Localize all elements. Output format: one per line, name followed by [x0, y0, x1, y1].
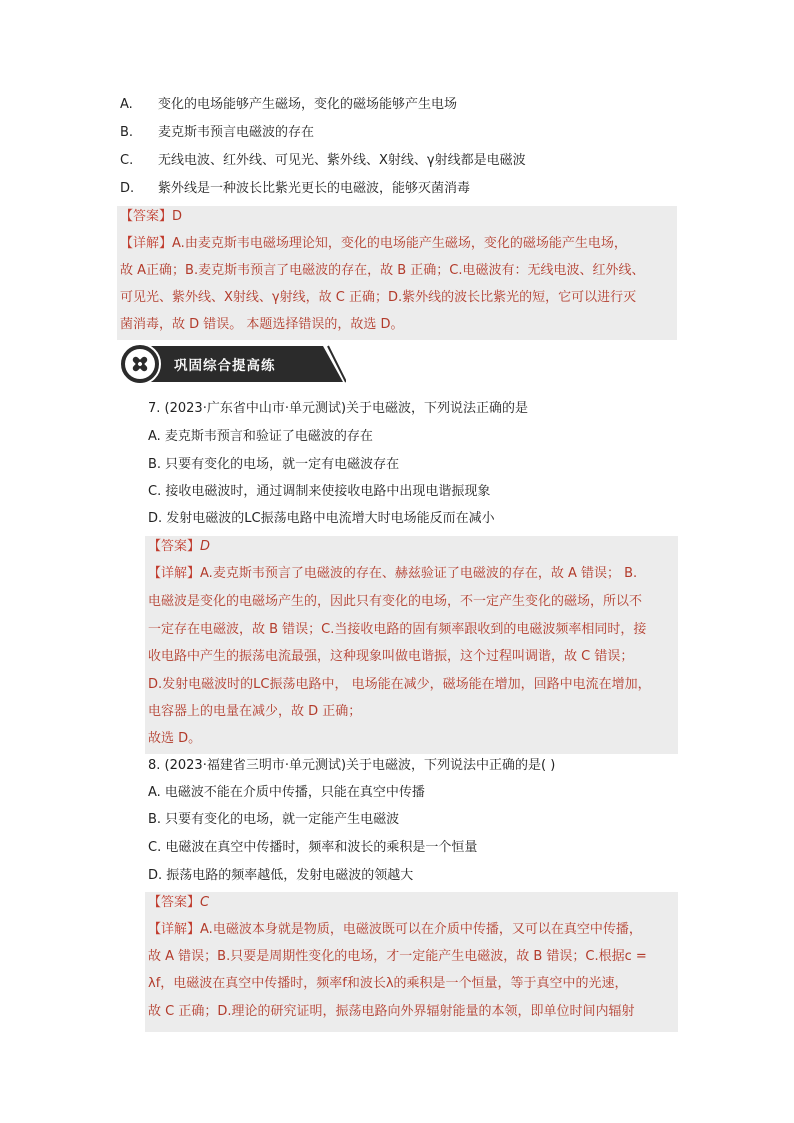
prev-detail-line-2: 故 A正确；B.麦克斯韦预言了电磁波的存在，故 B 正确；C.电磁波有：无线电波、红外线、	[120, 263, 645, 278]
q8-option-b: B. 只要有变化的电场，就一定能产生电磁波	[148, 812, 400, 827]
q8-detail-line-3: λf，电磁波在真空中传播时，频率f和波长λ的乘积是一个恒量，等于真空中的光速，	[148, 976, 628, 991]
q7-option-d: D. 发射电磁波的LC振荡电路中电流增大时电场能反而在减小	[148, 511, 495, 526]
section-banner-title: 巩固综合提高练	[174, 358, 276, 374]
q8-detail-line-2: 故 A 错误；B.只要是周期性变化的电场，才一定能产生电磁波，故 B 错误；C.根据c =	[148, 949, 647, 964]
q7-detail-line-6: 电容器上的电量在减少，故 D 正确；	[148, 704, 362, 719]
prev-answer-line: 【答案】D	[120, 209, 183, 224]
q8-stem: 8. (2023·福建省三明市·单元测试)关于电磁波，下列说法中正确的是( )	[148, 758, 556, 773]
prev-detail-line-3: 可见光、紫外线、X射线、γ射线，故 C 正确；D.紫外线的波长比紫光的短，它可以进行灭	[120, 290, 637, 305]
q8-detail-line-1: 【详解】A.电磁波本身就是物质，电磁波既可以在介质中传播，又可以在真空中传播，	[148, 922, 642, 937]
q7-detail-line-4: 收电路中产生的振荡电流最强，这种现象叫做电谐振，这个过程叫调谐，故 C 错误；	[148, 649, 634, 664]
q8-option-c: C. 电磁波在真空中传播时，频率和波长的乘积是一个恒量	[148, 840, 478, 855]
q7-detail-line-5: D.发射电磁波时的LC振荡电路中， 电场能在减少，磁场能在增加，回路中电流在增加，	[148, 677, 651, 692]
prev-detail-line-4: 菌消毒，故 D 错误。 本题选择错误的，故选 D。	[120, 317, 404, 332]
prev-option-a: A. 变化的电场能够产生磁场，变化的磁场能够产生电场	[120, 97, 458, 112]
prev-option-b: B. 麦克斯韦预言电磁波的存在	[120, 125, 315, 140]
q7-option-b: B. 只要有变化的电场，就一定有电磁波存在	[148, 457, 400, 472]
q7-detail-line-1: 【详解】A.麦克斯韦预言了电磁波的存在、赫兹验证了电磁波的存在，故 A 错误； B.	[148, 566, 638, 581]
q7-option-c: C. 接收电磁波时，通过调制来使接收电路中出现电谐振现象	[148, 484, 491, 499]
q7-stem: 7. (2023·广东省中山市·单元测试)关于电磁波，下列说法正确的是	[148, 401, 529, 416]
prev-option-d: D. 紫外线是一种波长比紫光更长的电磁波，能够灭菌消毒	[120, 181, 471, 196]
q8-detail-line-4: 故 C 正确；D.理论的研究证明，振荡电路向外界辐射能量的本领，即单位时间内辐射	[148, 1004, 635, 1019]
q8-answer-line: 【答案】C	[148, 895, 210, 910]
q7-option-a: A. 麦克斯韦预言和验证了电磁波的存在	[148, 429, 373, 444]
q7-detail-line-2: 电磁波是变化的电磁场产生的，因此只有变化的电场，不一定产生变化的磁场，所以不	[148, 594, 643, 609]
q7-answer-line: 【答案】D	[148, 539, 211, 554]
prev-option-c: C. 无线电波、红外线、可见光、紫外线、X射线、γ射线都是电磁波	[120, 153, 526, 168]
prev-detail-line-1: 【详解】A.由麦克斯韦电磁场理论知，变化的电场能产生磁场，变化的磁场能产生电场，	[120, 236, 627, 251]
q8-option-d: D. 振荡电路的频率越低，发射电磁波的领越大	[148, 868, 414, 883]
q7-detail-line-7: 故选 D。	[148, 731, 202, 746]
q7-detail-line-3: 一定存在电磁波，故 B 错误；C.当接收电路的固有频率跟收到的电磁波频率相同时，接	[148, 622, 647, 637]
q8-option-a: A. 电磁波不能在介质中传播，只能在真空中传播	[148, 785, 425, 800]
